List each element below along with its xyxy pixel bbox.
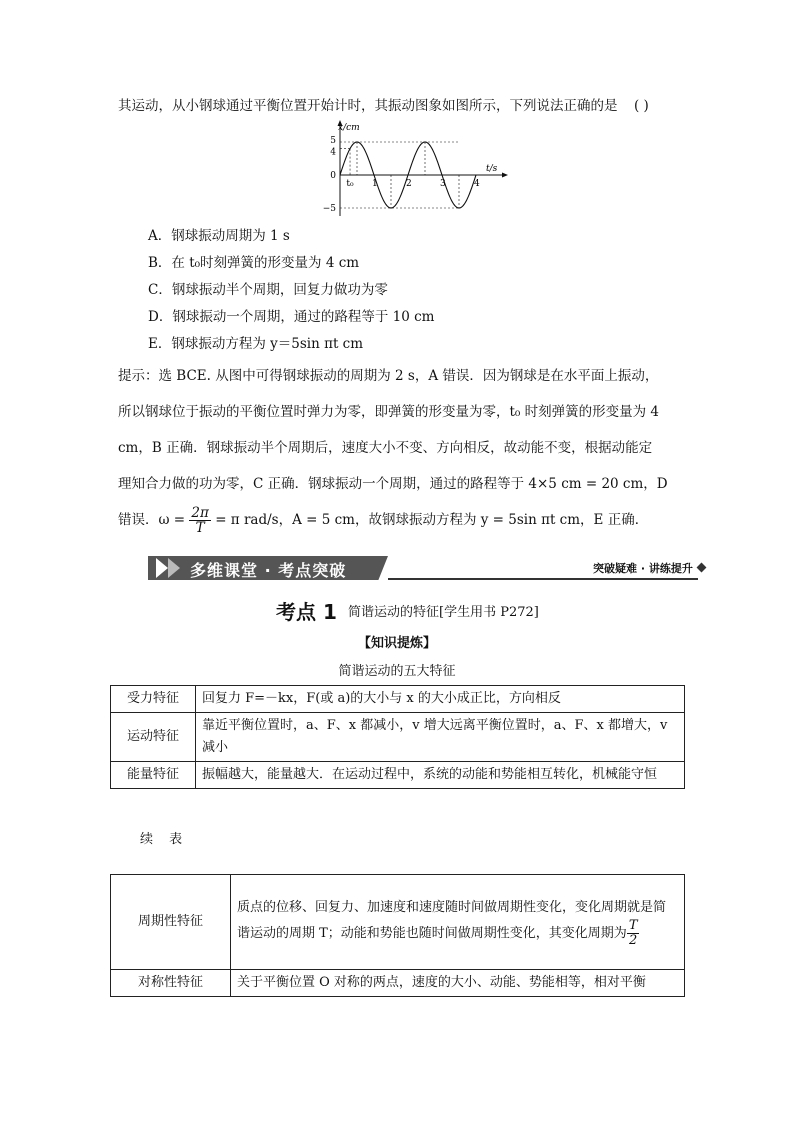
features-table-1 (110, 685, 685, 789)
banner-chevron-icon-2 (168, 558, 180, 578)
x-tick-label: t₀ (346, 179, 354, 189)
question-stem: 其运动，从小钢球通过平衡位置开始计时，其振动图象如图所示，下列说法正确的是 (118, 98, 618, 114)
x-axis-arrow (502, 173, 508, 178)
table-row (111, 713, 685, 762)
hint-line-3: cm，B 正确．钢球振动半个周期后，速度大小不变、方向相反，故动能不变，根据动能定 (118, 440, 653, 456)
y-tick-label: 4 (330, 147, 336, 158)
y-axis-label: x/cm (338, 123, 360, 133)
hint-line-1: 提示：选 BCE. 从图中可得钢球振动的周期为 2 s，A 错误．因为钢球是在水平面上振动， (118, 368, 659, 384)
x-tick-label: 1 (372, 179, 378, 189)
option-e: E．钢球振动方程为 y＝5sin πt cm (148, 336, 364, 352)
table-cell-key: 受力特征 (111, 686, 196, 713)
hint-line-4: 理知合力做的功为零，C 正确．钢球振动一个周期，通过的路程等于 4×5 cm = 20 cm，D (118, 476, 668, 492)
table-row (111, 875, 685, 970)
section-subtitle: 简谐运动的特征[学生用书 P272] (348, 605, 539, 620)
option-d: D．钢球振动一个周期，通过的路程等于 10 cm (148, 309, 435, 325)
option-a: A．钢球振动周期为 1 s (148, 228, 290, 244)
hint-line-2: 所以钢球位于振动的平衡位置时弹力为零，即弹簧的形变量为零，t₀ 时刻弹簧的形变量为 4 (118, 404, 660, 420)
hint-omega-prefix: 错误．ω = (118, 512, 186, 528)
section-title: 考点 1 (276, 600, 337, 624)
table-cell-value: 振幅越大，能量越大．在运动过程中，系统的动能和势能相互转化，机械能守恒 (196, 762, 685, 789)
knowledge-tag: 【知识提炼】 (357, 636, 436, 651)
banner-underline (388, 578, 698, 580)
section-banner (148, 554, 708, 584)
omega-fraction-num: 2π (191, 505, 209, 521)
table-cell-value (231, 875, 685, 970)
table-cell-value: 靠近平衡位置时，a、F、x 都减小，v 增大远离平衡位置时，a、F、x 都增大，v 减小 (196, 713, 685, 762)
graph-axes (338, 120, 509, 216)
hint-line-5 (118, 506, 648, 535)
features-table-2 (110, 874, 685, 997)
x-tick-label: 4 (474, 179, 480, 189)
banner-title: 多维课堂 · 考点突破 (190, 561, 347, 580)
x-tick-label: 3 (440, 179, 446, 189)
table-title: 简谐运动的五大特征 (338, 664, 456, 679)
table-cell-key: 运动特征 (111, 713, 196, 762)
table-cell-value: 关于平衡位置 O 对称的两点，速度的大小、动能、势能相等，相对平衡 (231, 970, 685, 997)
banner-chevron-icon (156, 558, 168, 578)
banner-right-text: 突破疑难 · 讲练提升 (593, 562, 693, 575)
table-row (111, 970, 685, 997)
table-cell-key: 对称性特征 (111, 970, 231, 997)
y-tick-label: 0 (330, 171, 336, 181)
omega-fraction (189, 506, 210, 535)
period-fraction-den: 2 (629, 932, 638, 948)
table-row (111, 762, 685, 789)
option-c: C．钢球振动半个周期，回复力做功为零 (148, 282, 388, 298)
y-tick-label: 5 (330, 136, 336, 146)
table-cell-value: 回复力 F=－kx，F(或 a)的大小与 x 的大小成正比，方向相反 (196, 686, 685, 713)
continued-label: 续 表 (140, 832, 189, 847)
period-text: 质点的位移、回复力、加速度和速度随时间做周期性变化，变化周期就是简谐运动的周期 T；动能和势能也随时间做周期性变化，其变化周期为 (237, 899, 667, 941)
omega-fraction-den: T (195, 520, 205, 536)
table-cell-key: 能量特征 (111, 762, 196, 789)
table-cell-key: 周期性特征 (111, 875, 231, 970)
x-axis-label: t/s (486, 164, 498, 174)
period-fraction-num: T (628, 917, 638, 933)
diamond-icon (697, 563, 707, 573)
y-tick-label: −5 (322, 204, 336, 214)
answer-paren: ( ) (634, 98, 649, 114)
hint-omega-suffix: = π rad/s，A = 5 cm，故钢球振动方程为 y = 5sin πt cm，E 正确． (215, 512, 649, 528)
period-fraction (627, 919, 640, 948)
x-tick-label: 2 (406, 179, 412, 189)
vibration-graph (318, 120, 508, 220)
table-row (111, 686, 685, 713)
option-b: B．在 t₀时刻弹簧的形变量为 4 cm (148, 255, 360, 271)
